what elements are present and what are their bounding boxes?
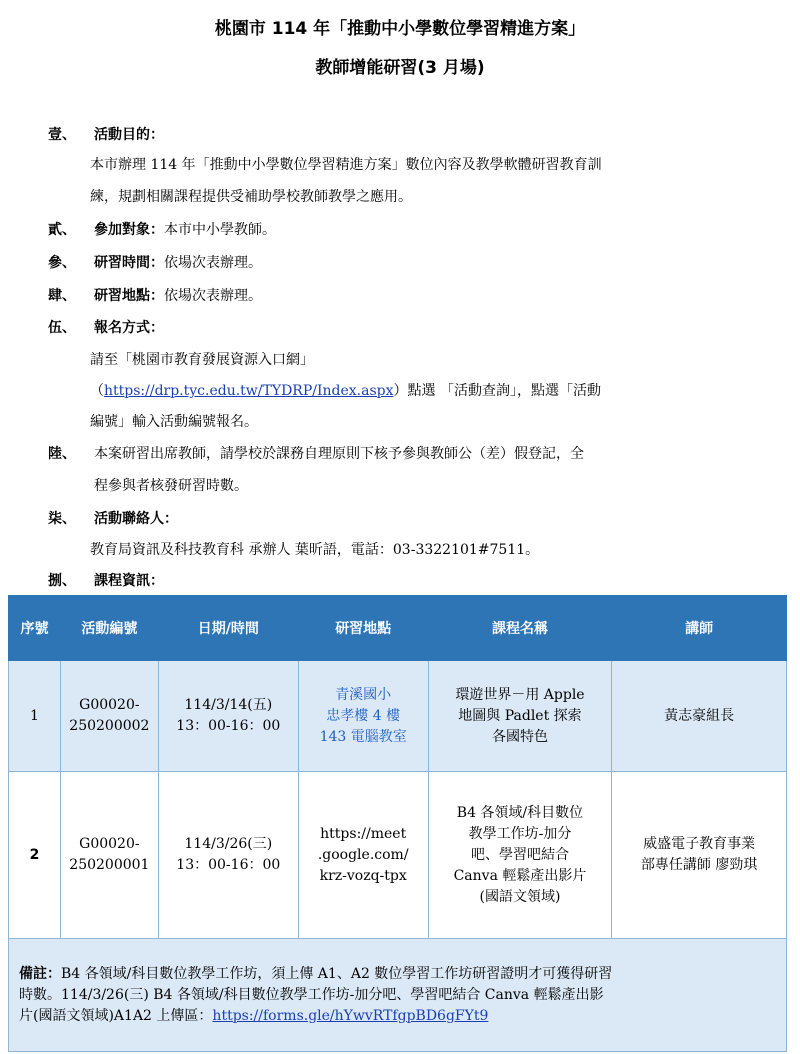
note-label: 備註： xyxy=(19,965,61,982)
leave-line1: 本案研習出席教師，請學校於課務自理原則下核予參與教師公（差）假登記，全 xyxy=(94,446,584,462)
location-line: 143 電腦教室 xyxy=(319,728,407,745)
portal-link[interactable]: https://drp.tyc.edu.tw/TYDRP/Index.aspx xyxy=(104,383,394,399)
instructor-line: 黃志豪組長 xyxy=(664,707,735,724)
note-line3 xyxy=(19,1006,776,1027)
course-line: 吧、學習吧結合 xyxy=(470,846,569,863)
contact-line1: 教育局資訊及科技教育科 承辦人 葉昕語，電話：03-3322101#7511。 xyxy=(90,542,540,558)
section-number: 貳、 xyxy=(48,222,76,238)
header-cell: 序號 xyxy=(9,596,61,661)
note-line1 xyxy=(19,964,776,985)
registration-line3: 編號」輸入活動編號報名。 xyxy=(90,414,258,430)
time: 13：00-16：00 xyxy=(176,718,281,734)
course-line: B4 各領域/科目數位 xyxy=(456,804,584,821)
activity-code-part1: G00020- xyxy=(79,836,140,852)
registration-line1: 請至「桃園市教育發展資源入口網」 xyxy=(90,352,314,368)
date: 114/3/26(三) xyxy=(184,836,273,852)
table-row xyxy=(9,772,787,939)
instructor-line: 威盛電子教育事業 xyxy=(643,836,756,852)
registration-line2-tail: ）點選 「活動查詢」，點選「活動 xyxy=(393,383,601,399)
location-line: 忠孝樓 4 樓 xyxy=(326,707,401,724)
section-number: 參、 xyxy=(48,255,76,271)
purpose-line1: 本市辦理 114 年「推動中小學數位學習精進方案」數位內容及教學軟體研習教育訓 xyxy=(90,157,602,173)
table-header-row xyxy=(9,596,787,661)
course-line: (國語文領域) xyxy=(479,888,561,905)
note-text: 片(國語文領域)A1A2 上傳區： xyxy=(19,1007,213,1024)
header-cell: 研習地點 xyxy=(298,596,428,661)
activity-code-part1: G00020- xyxy=(79,697,140,713)
activity-code xyxy=(60,772,158,939)
note-line2: 時數。114/3/26(三) B4 各領域/科目數位教學工作坊-加分吧、學習吧結合 Canva 輕鬆產出影 xyxy=(19,986,604,1003)
section-heading: 報名方式： xyxy=(94,320,164,336)
course-name xyxy=(428,772,612,939)
activity-code-part2: 250200001 xyxy=(69,857,150,873)
course-line: 環遊世界－用 Apple xyxy=(455,686,585,703)
activity-code-part2: 250200002 xyxy=(69,718,150,734)
section-number: 肆、 xyxy=(48,288,76,304)
section-heading: 研習時間： xyxy=(94,255,164,271)
meet-link-part[interactable]: .google.com/ xyxy=(317,846,409,863)
section-heading-row xyxy=(94,252,262,272)
meet-link-part[interactable]: krz-vozq-tpx xyxy=(319,867,407,884)
location xyxy=(298,661,428,772)
upload-form-link[interactable]: https://forms.gle/hYwvRTfgpBD6gFYt9 xyxy=(212,1007,489,1024)
leave-line2: 程參與者核發研習時數。 xyxy=(94,478,248,494)
course-line: 地圖與 Padlet 探索 xyxy=(458,707,582,724)
section-text: 依場次表辦理。 xyxy=(164,288,262,304)
section-heading: 活動聯絡人： xyxy=(94,511,178,527)
note-row xyxy=(9,939,787,1052)
header-cell: 活動編號 xyxy=(60,596,158,661)
activity-code xyxy=(60,661,158,772)
date-time xyxy=(158,772,298,939)
header-cell: 日期/時間 xyxy=(158,596,298,661)
section-heading-row xyxy=(94,285,262,305)
header-cell: 講師 xyxy=(612,596,787,661)
section-number: 柒、 xyxy=(48,511,76,527)
row-number: 1 xyxy=(9,661,61,772)
instructor xyxy=(612,772,787,939)
date: 114/3/14(五) xyxy=(184,697,273,713)
course-line: Canva 輕鬆產出影片 xyxy=(453,867,587,884)
note-text: B4 各領域/科目數位教學工作坊，須上傳 A1、A2 數位學習工作坊研習證明才可獲得研習 xyxy=(61,965,613,982)
section-number: 壹、 xyxy=(48,127,76,143)
note-cell xyxy=(9,939,787,1052)
section-text: 依場次表辦理。 xyxy=(164,255,262,271)
time: 13：00-16：00 xyxy=(176,857,281,873)
section-number: 捌、 xyxy=(48,573,76,589)
registration-line2 xyxy=(90,380,601,400)
location-line: 青溪國小 xyxy=(335,686,392,703)
course-line: 各國特色 xyxy=(491,728,548,745)
section-heading: 課程資訊： xyxy=(94,573,164,589)
paren-open: （ xyxy=(90,383,104,399)
purpose-line2: 練，規劃相關課程提供受補助學校教師教學之應用。 xyxy=(90,189,412,205)
section-heading: 活動目的： xyxy=(94,127,164,143)
section-heading-row xyxy=(94,219,276,239)
course-line: 教學工作坊-加分 xyxy=(468,825,572,842)
header-cell: 課程名稱 xyxy=(428,596,612,661)
table-row xyxy=(9,661,787,772)
section-number: 陸、 xyxy=(48,446,76,462)
course-table xyxy=(8,595,787,1052)
section-heading: 參加對象： xyxy=(94,222,164,238)
section-text: 本市中小學教師。 xyxy=(164,222,276,238)
doc-title-line2: 教師增能研習(3 月場) xyxy=(315,58,485,78)
row-number: 2 xyxy=(9,772,61,939)
course-name xyxy=(428,661,612,772)
date-time xyxy=(158,661,298,772)
location-meet-link[interactable] xyxy=(298,772,428,939)
instructor xyxy=(612,661,787,772)
section-heading: 研習地點： xyxy=(94,288,164,304)
instructor-line: 部專任講師 廖勁琪 xyxy=(640,857,758,873)
meet-link-part[interactable]: https://meet xyxy=(320,825,407,842)
doc-title-line1: 桃園市 114 年「推動中小學數位學習精進方案」 xyxy=(214,19,586,39)
section-number: 伍、 xyxy=(48,320,76,336)
